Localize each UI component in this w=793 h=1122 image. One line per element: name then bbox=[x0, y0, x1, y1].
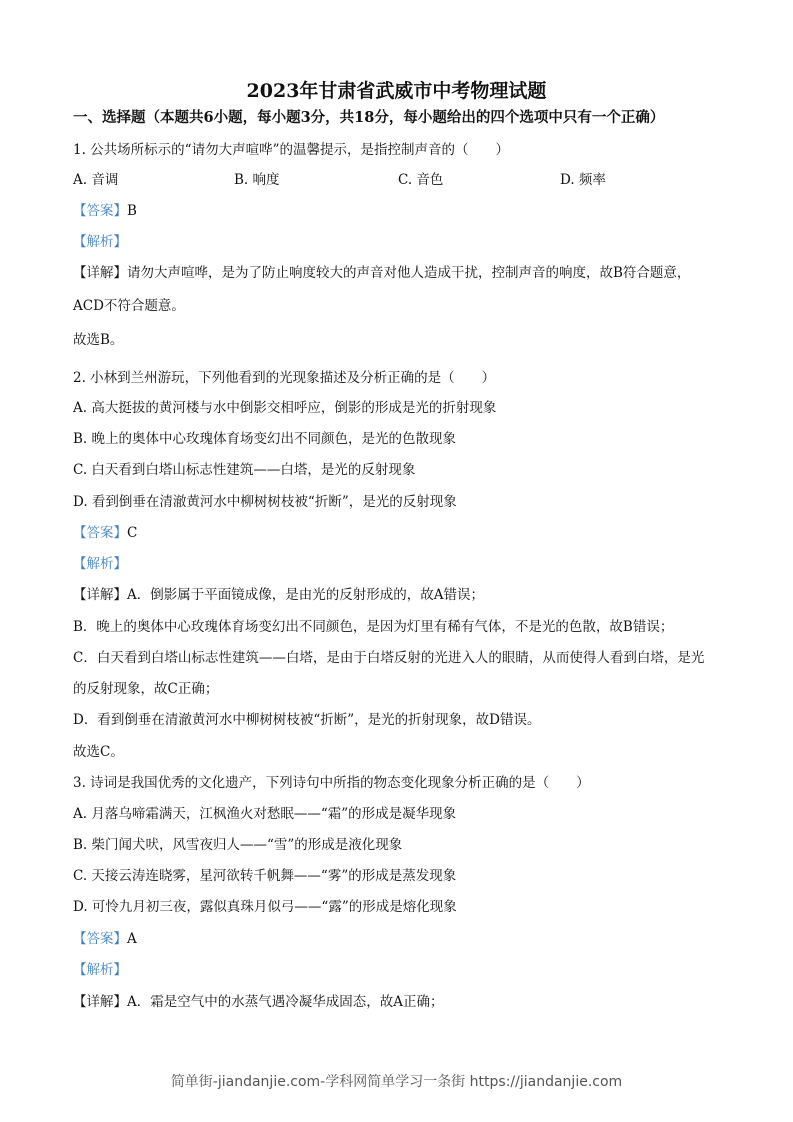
detail-text: A．倒影属于平面镜成像，是由光的反射形成的，故A错误； bbox=[127, 587, 484, 603]
detail-text: 的反射现象，故C正确； bbox=[73, 681, 219, 697]
question-3-stem: 3. 诗词是我国优秀的文化遗产，下列诗句中所指的物态变化现象分析正确的是（ ） bbox=[73, 775, 590, 791]
detail-row bbox=[73, 264, 690, 282]
option-a: A. 月落乌啼霜满天，江枫渔火对愁眠——“霜”的形成是凝华现象 bbox=[73, 806, 457, 822]
detail-text: B．晚上的奥体中心玫瑰体育场变幻出不同颜色，是因为灯里有稀有气体，不是光的色散，故B错误； bbox=[73, 619, 674, 635]
analysis-tag: 【解析】 bbox=[73, 234, 127, 250]
detail-tag: 【详解】 bbox=[73, 994, 127, 1010]
detail-text: A．霜是空气中的水蒸气遇冷凝华成固态，故A正确； bbox=[127, 994, 444, 1010]
option-c: C. 白天看到白塔山标志性建筑——白塔，是光的反射现象 bbox=[73, 462, 416, 478]
option-d: D. 可怜九月初三夜，露似真珠月似弓——“露”的形成是熔化现象 bbox=[73, 899, 457, 915]
page-title: 2023年甘肃省武威市中考物理试题 bbox=[246, 80, 547, 102]
answer-value: C bbox=[127, 525, 138, 541]
detail-text: D．看到倒垂在清澈黄河水中柳树树枝被“折断”，是光的折射现象，故D错误。 bbox=[73, 712, 541, 728]
option-a: A. 音调 bbox=[73, 172, 119, 188]
analysis-tag: 【解析】 bbox=[73, 556, 127, 572]
footer-watermark: 简单街-jiandanjie.com-学科网简单学习一条街 https://jiandanjie.com bbox=[170, 1074, 623, 1090]
answer-tag: 【答案】 bbox=[73, 203, 127, 219]
option-a: A. 高大挺拔的黄河楼与水中倒影交相呼应，倒影的形成是光的折射现象 bbox=[73, 400, 497, 416]
option-d: D. 频率 bbox=[560, 172, 606, 188]
detail-row bbox=[73, 586, 484, 604]
option-b: B. 柴门闻犬吠，风雪夜归人——“雪”的形成是液化现象 bbox=[73, 837, 403, 853]
detail-text: C．白天看到白塔山标志性建筑——白塔，是由于白塔反射的光进入人的眼睛，从而使得人看到白塔，是光 bbox=[73, 650, 705, 666]
answer-tag: 【答案】 bbox=[73, 525, 127, 541]
answer-row bbox=[73, 524, 137, 542]
section-heading: 一、选择题（本题共6小题，每小题3分，共18分，每小题给出的四个选项中只有一个正确） bbox=[73, 109, 665, 126]
option-d: D. 看到倒垂在清澈黄河水中柳树树枝被“折断”，是光的反射现象 bbox=[73, 494, 457, 510]
analysis-tag: 【解析】 bbox=[73, 962, 127, 978]
answer-row bbox=[73, 930, 137, 948]
detail-row bbox=[73, 993, 444, 1011]
answer-value: A bbox=[127, 931, 137, 947]
conclusion: 故选C。 bbox=[73, 744, 124, 760]
conclusion: 故选B。 bbox=[73, 332, 124, 348]
answer-value: B bbox=[127, 203, 137, 219]
answer-tag: 【答案】 bbox=[73, 931, 127, 947]
answer-row bbox=[73, 202, 137, 220]
option-c: C. 音色 bbox=[398, 172, 444, 188]
detail-tag: 【详解】 bbox=[73, 587, 127, 603]
option-c: C. 天接云涛连晓雾，星河欲转千帆舞——“雾”的形成是蒸发现象 bbox=[73, 868, 457, 884]
question-2-stem: 2. 小林到兰州游玩，下列他看到的光现象描述及分析正确的是（ ） bbox=[73, 370, 496, 386]
option-b: B. 晚上的奥体中心玫瑰体育场变幻出不同颜色，是光的色散现象 bbox=[73, 431, 457, 447]
detail-tag: 【详解】 bbox=[73, 265, 127, 281]
detail-text: ACD不符合题意。 bbox=[73, 298, 185, 314]
question-1-stem: 1. 公共场所标示的“请勿大声喧哗”的温馨提示，是指控制声音的（ ） bbox=[73, 142, 509, 158]
detail-text: 请勿大声喧哗，是为了防止响度较大的声音对他人造成干扰，控制声音的响度，故B符合题意， bbox=[127, 265, 691, 281]
option-b: B. 响度 bbox=[234, 172, 280, 188]
